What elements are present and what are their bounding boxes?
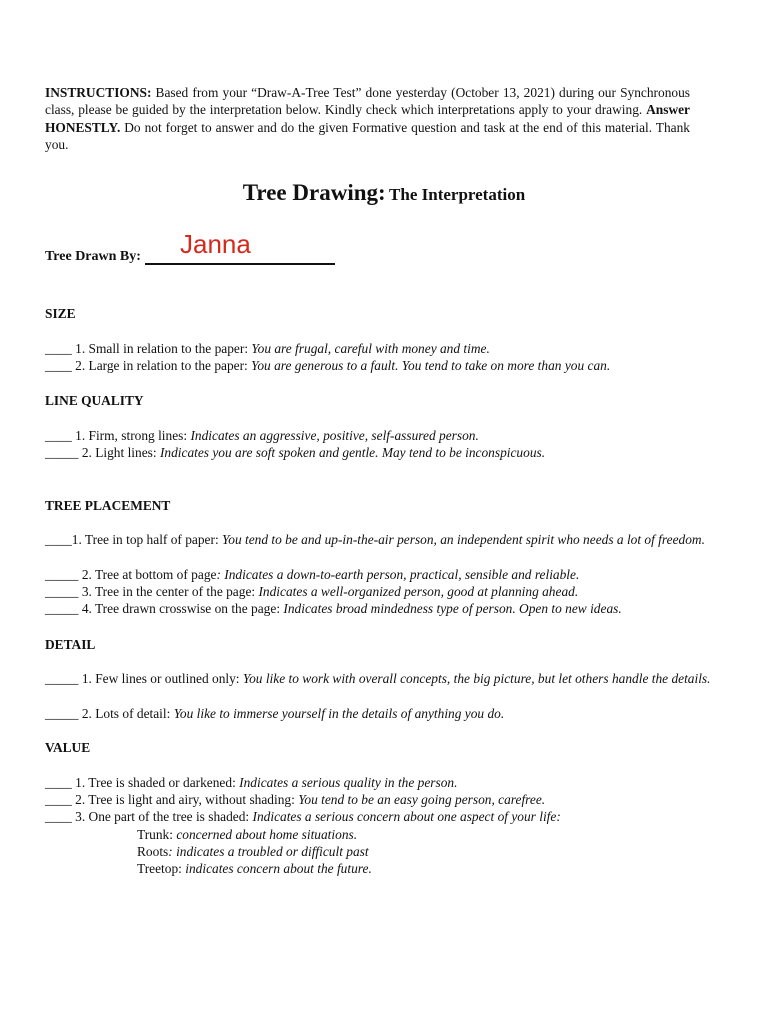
instructions-label: INSTRUCTIONS: (45, 85, 152, 100)
value-sub-item-trunk (137, 826, 357, 843)
item-prefix: _____ 3. Tree in the center of the page: (45, 584, 259, 599)
page-title (0, 180, 768, 205)
item-meaning: You like to immerse yourself in the details of anything you do. (173, 706, 505, 721)
line-quality-item-1[interactable] (45, 427, 735, 444)
line-quality-item-2[interactable] (45, 444, 735, 461)
item-meaning: You like to work with overall concepts, the big picture, but let others handle the details. (242, 671, 711, 686)
item-prefix: ____ 1. Small in relation to the paper: (45, 341, 252, 356)
value-item-1[interactable] (45, 774, 735, 791)
tree-placement-item-1[interactable] (45, 531, 725, 548)
title-main: Tree Drawing: (242, 180, 386, 205)
item-prefix: _____ 2. Light lines: (45, 445, 160, 460)
detail-item-2[interactable] (45, 705, 735, 722)
item-prefix: ____ 2. Large in relation to the paper: (45, 358, 252, 373)
sub-item-label: Treetop: (137, 861, 186, 876)
title-sub: The Interpretation (389, 185, 526, 204)
tree-placement-item-2[interactable] (45, 566, 735, 583)
sub-item-meaning: indicates concern about the future. (185, 861, 372, 876)
item-prefix: ____ 1. Firm, strong lines: (45, 428, 191, 443)
value-sub-item-treetop (137, 860, 372, 877)
size-item-2[interactable] (45, 357, 735, 374)
item-prefix: _____ 1. Few lines or outlined only: (45, 671, 243, 686)
item-meaning: Indicates an aggressive, positive, self-assured person. (190, 428, 479, 443)
item-prefix: _____ 4. Tree drawn crosswise on the page: (45, 601, 284, 616)
item-meaning: You are generous to a fault. You tend to take on more than you can. (251, 358, 611, 373)
drawn-by-label: Tree Drawn By: (45, 249, 141, 264)
item-prefix: _____ 2. Tree at bottom of page (45, 567, 217, 582)
item-meaning: Indicates a serious concern about one aspect of your life: (252, 809, 561, 824)
sub-item-label: Roots (137, 844, 169, 859)
detail-item-1[interactable] (45, 670, 725, 687)
item-meaning: You are frugal, careful with money and time. (251, 341, 490, 356)
sub-item-label: Trunk: (137, 827, 177, 842)
item-prefix: ____1. Tree in top half of paper: (45, 532, 223, 547)
item-meaning: Indicates a well-organized person, good at planning ahead. (258, 584, 579, 599)
item-meaning: Indicates you are soft spoken and gentle. May tend to be inconspicuous. (159, 445, 546, 460)
instructions-paragraph (45, 84, 690, 154)
section-heading-line-quality: LINE QUALITY (45, 393, 144, 408)
value-sub-item-roots (137, 843, 369, 860)
instructions-emphasis: Answer HONESTLY. (45, 102, 690, 135)
item-prefix: ____ 1. Tree is shaded or darkened: (45, 775, 240, 790)
sub-item-meaning: : indicates a troubled or difficult past (168, 844, 369, 859)
item-meaning: You tend to be an easy going person, carefree. (298, 792, 546, 807)
item-meaning: Indicates a serious quality in the person. (239, 775, 458, 790)
instructions-text-2: Do not forget to answer and do the given Formative question and task at the end of this material. Thank you. (45, 119, 690, 153)
value-item-2[interactable] (45, 791, 735, 808)
sub-item-meaning: concerned about home situations. (176, 827, 358, 842)
item-meaning: : Indicates a down-to-earth person, practical, sensible and reliable. (216, 567, 580, 582)
item-prefix: ____ 3. One part of the tree is shaded: (45, 809, 253, 824)
item-prefix: ____ 2. Tree is light and airy, without shading: (45, 792, 299, 807)
item-meaning: Indicates broad mindedness type of person. Open to new ideas. (283, 601, 622, 616)
item-meaning: You tend to be and up-in-the-air person, an independent spirit who needs a lot of freedom. (222, 532, 705, 547)
item-prefix: _____ 2. Lots of detail: (45, 706, 174, 721)
drawn-by-name[interactable]: Janna (180, 229, 251, 259)
size-item-1[interactable] (45, 340, 735, 357)
section-heading-size: SIZE (45, 306, 76, 321)
instructions-text-1: Based from your “Draw-A-Tree Test” done yesterday (October 13, 2021) during our Synchronous class, please be guided by the interpretation below. Kindly check which interpretations apply to your drawing. (45, 85, 690, 118)
section-heading-detail: DETAIL (45, 637, 96, 652)
tree-placement-item-3[interactable] (45, 583, 735, 600)
section-heading-tree-placement: TREE PLACEMENT (45, 498, 171, 513)
value-item-3[interactable] (45, 808, 735, 825)
section-heading-value: VALUE (45, 740, 91, 755)
tree-placement-item-4[interactable] (45, 600, 735, 617)
